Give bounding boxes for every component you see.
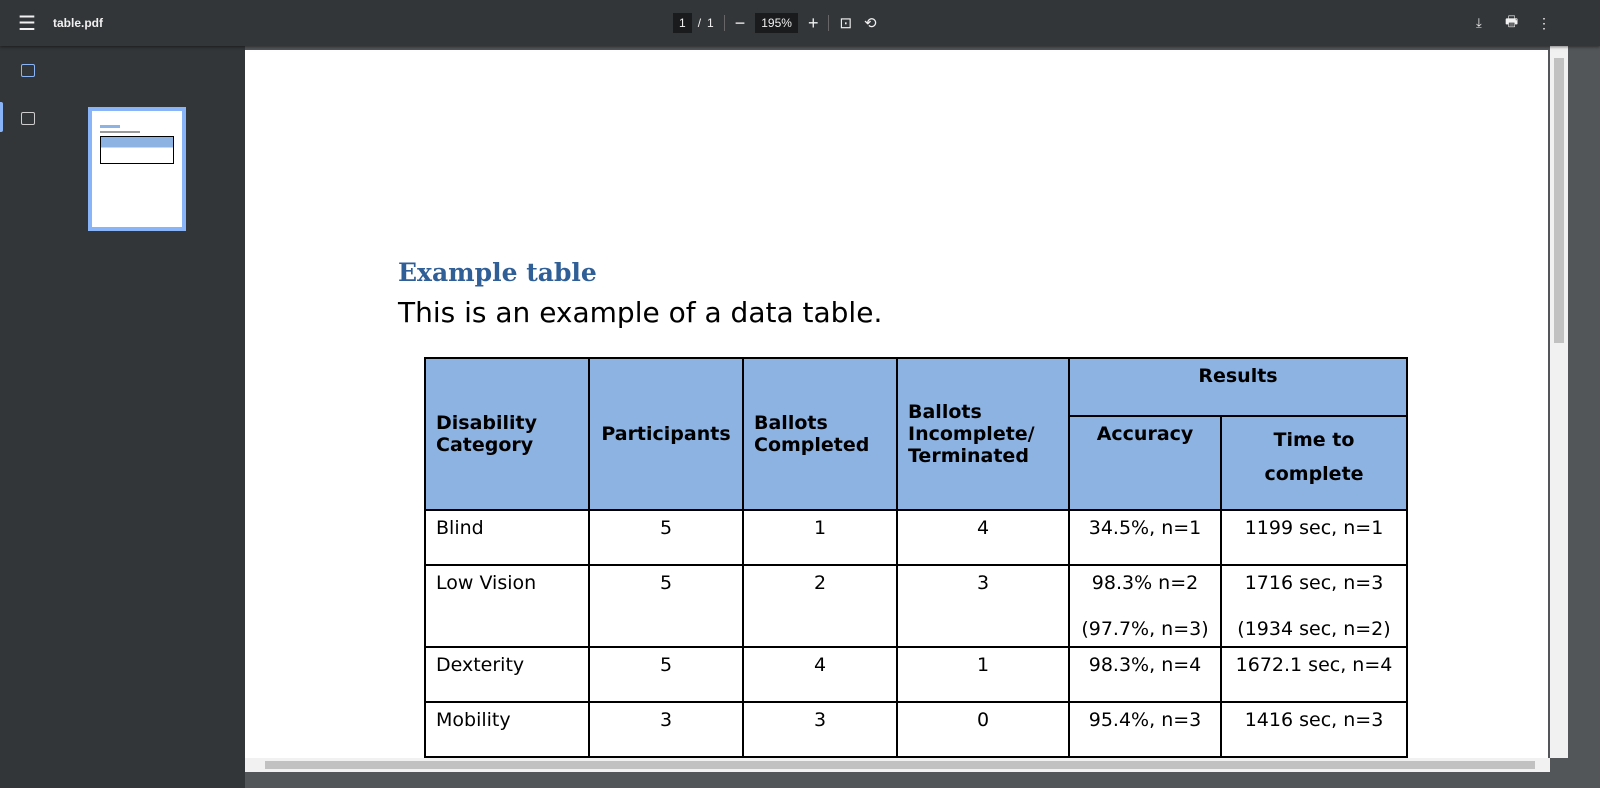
cell-incomplete — [897, 565, 1069, 647]
cell-participants — [589, 647, 743, 702]
cell-participants — [589, 510, 743, 565]
cell-text: 1199 sec, n=1 — [1244, 517, 1384, 539]
cell-text: 2 — [813, 572, 827, 594]
cell-time — [1221, 565, 1407, 647]
cell-completed — [743, 565, 897, 647]
cell-category — [425, 565, 589, 647]
cell-text: 98.3% n=2 — [1091, 572, 1199, 594]
scrollbar-thumb[interactable] — [265, 761, 1535, 769]
cell-text: 3 — [659, 709, 673, 731]
header-incomplete: Ballots Incomplete/ Terminated — [897, 358, 1069, 510]
vertical-scrollbar[interactable] — [1550, 46, 1568, 758]
cell-text: 4 — [813, 654, 827, 676]
cell-text: 1 — [976, 654, 990, 676]
rotate-icon[interactable]: ⟲ — [864, 15, 877, 32]
cell-time — [1221, 702, 1407, 757]
cell-accuracy — [1069, 702, 1221, 757]
cell-incomplete — [897, 702, 1069, 757]
header-accuracy: Accuracy — [1069, 416, 1221, 510]
zoom-out-icon[interactable]: − — [734, 12, 746, 33]
cell-time — [1221, 647, 1407, 702]
scrollbar-thumb[interactable] — [1554, 58, 1564, 343]
cell-completed — [743, 510, 897, 565]
page-total: 1 — [707, 16, 714, 30]
download-icon[interactable]: ⤓ — [1476, 15, 1482, 30]
page-subtitle: This is an example of a data table. — [398, 296, 883, 329]
cell-incomplete — [897, 647, 1069, 702]
document-viewer — [245, 46, 1600, 788]
cell-text: 1416 sec, n=3 — [1244, 709, 1384, 731]
header-completed: Ballots Completed — [743, 358, 897, 510]
page-controls — [673, 0, 877, 46]
page-number-input[interactable]: 1 — [673, 13, 692, 33]
header-participants: Participants — [589, 358, 743, 510]
document-title: table.pdf — [53, 16, 103, 30]
pdf-page — [245, 50, 1548, 770]
divider — [828, 15, 829, 31]
zoom-in-icon[interactable]: + — [807, 12, 819, 33]
cell-text: 0 — [976, 709, 990, 731]
cell-text: 1716 sec, n=3 — [1244, 572, 1384, 594]
sidebar — [0, 46, 245, 788]
cell-text: Low Vision — [436, 572, 537, 594]
cell-completed — [743, 647, 897, 702]
cell-text: Blind — [436, 517, 484, 539]
header-category: Disability Category — [425, 358, 589, 510]
table-row — [425, 510, 1407, 565]
header-time: Time to complete — [1221, 416, 1407, 510]
table-row — [425, 702, 1407, 757]
cell-text: Dexterity — [436, 654, 525, 676]
cell-category — [425, 510, 589, 565]
page-thumbnail[interactable] — [88, 107, 186, 231]
cell-text-secondary: (97.7%, n=3) — [1081, 618, 1209, 640]
fit-page-icon[interactable]: ⊡ — [839, 15, 853, 32]
cell-category — [425, 702, 589, 757]
cell-text: 34.5%, n=1 — [1088, 517, 1202, 539]
toolbar — [0, 0, 1600, 46]
cell-text-secondary: (1934 sec, n=2) — [1237, 618, 1391, 640]
zoom-input[interactable]: 195% — [755, 13, 798, 33]
cell-text: 98.3%, n=4 — [1088, 654, 1202, 676]
cell-accuracy — [1069, 510, 1221, 565]
cell-participants — [589, 702, 743, 757]
thumbnails-icon[interactable] — [21, 64, 35, 77]
cell-text: 95.4%, n=3 — [1088, 709, 1202, 731]
cell-text: 5 — [659, 572, 673, 594]
data-table — [424, 357, 1408, 758]
cell-category — [425, 647, 589, 702]
header-results: Results — [1069, 358, 1407, 416]
print-icon[interactable]: 🖶 — [1505, 13, 1519, 29]
cell-incomplete — [897, 510, 1069, 565]
outline-icon[interactable] — [21, 112, 35, 125]
cell-text: 5 — [659, 654, 673, 676]
menu-icon[interactable]: ☰ — [18, 12, 36, 35]
cell-text: 1672.1 sec, n=4 — [1235, 654, 1393, 676]
page-heading: Example table — [398, 258, 597, 287]
cell-text: 1 — [813, 517, 827, 539]
page-separator: / — [697, 16, 702, 30]
table-row — [425, 647, 1407, 702]
divider — [724, 15, 725, 31]
cell-accuracy — [1069, 565, 1221, 647]
cell-participants — [589, 565, 743, 647]
cell-text: 3 — [976, 572, 990, 594]
cell-text: 3 — [813, 709, 827, 731]
cell-text: 5 — [659, 517, 673, 539]
horizontal-scrollbar[interactable] — [245, 758, 1550, 772]
selected-indicator — [0, 102, 3, 132]
table-row — [425, 565, 1407, 647]
thumbnail-page-number: 1 — [134, 190, 141, 202]
cell-completed — [743, 702, 897, 757]
more-options-icon[interactable]: ⋮ — [1537, 14, 1551, 31]
cell-text: 4 — [976, 517, 990, 539]
cell-accuracy — [1069, 647, 1221, 702]
cell-time — [1221, 510, 1407, 565]
cell-text: Mobility — [436, 709, 511, 731]
